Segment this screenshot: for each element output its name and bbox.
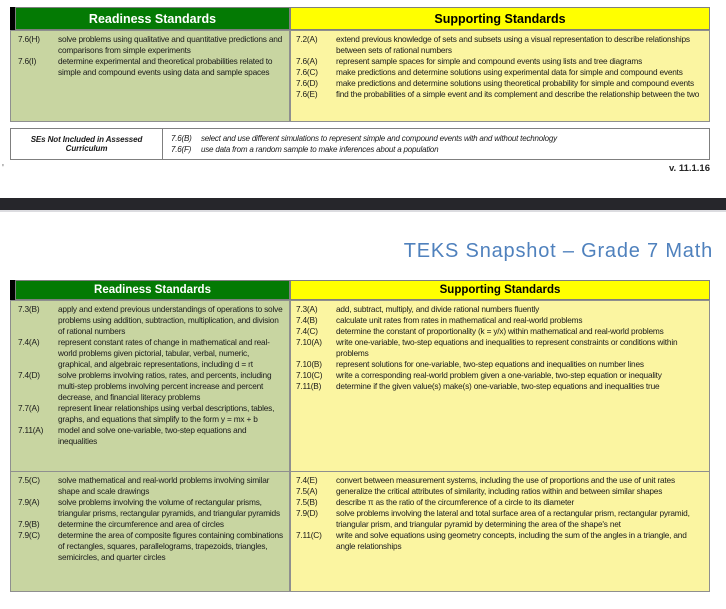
standard-entry xyxy=(296,381,705,392)
readiness-header-label: Readiness Standards xyxy=(94,284,211,296)
standard-code: 7.11(C) xyxy=(296,530,322,540)
bottom-table-row-1 xyxy=(10,300,710,472)
standard-code: 7.6(E) xyxy=(296,89,318,99)
standard-text: find the probabilities of a simple event and its complement and describe the relationship between the two xyxy=(336,89,700,99)
standard-code: 7.11(A) xyxy=(18,425,44,435)
standard-text: represent linear relationships using verbal descriptions, tables, graphs, and equations that simplify to the form y = mx + b xyxy=(58,403,275,424)
standard-entry xyxy=(18,519,285,530)
standard-code: 7.3(A) xyxy=(296,304,318,314)
standard-entry xyxy=(296,359,705,370)
standard-code: 7.4(A) xyxy=(18,337,40,347)
standard-text: use data from a random sample to make inferences about a population xyxy=(201,145,439,154)
standard-code: 7.9(D) xyxy=(296,508,318,518)
standard-text: represent sample spaces for simple and compound events using lists and tree diagrams xyxy=(336,56,643,66)
standard-entry xyxy=(18,403,285,425)
bottom-table-header-row xyxy=(10,280,710,300)
standard-entry xyxy=(296,508,705,530)
standard-text: determine if the given value(s) make(s) one-variable, two-step equations and inequalities true xyxy=(336,381,660,391)
standard-text: write and solve equations using geometry concepts, including the sum of the angles in a triangle, and angle relationships xyxy=(336,530,687,551)
standard-entry xyxy=(171,133,703,144)
standard-code: 7.6(D) xyxy=(296,78,318,88)
standard-code: 7.5(A) xyxy=(296,486,318,496)
standard-code: 7.2(A) xyxy=(296,34,318,44)
standard-text: generalize the critical attributes of similarity, including ratios within and between similar shapes xyxy=(336,486,663,496)
readiness-standards-header xyxy=(15,280,290,300)
standard-entry xyxy=(296,34,705,56)
readiness-standards-header xyxy=(15,7,290,30)
top-table-body-row xyxy=(10,30,710,122)
standard-text: solve problems using qualitative and quantitative predictions and comparisons from simple experiments xyxy=(58,34,283,55)
standard-code: 7.6(B) xyxy=(171,134,192,143)
standard-text: apply and extend previous understandings of operations to solve problems using addition, subtraction, multiplication, and division of rational numbers xyxy=(58,304,283,336)
standard-entry xyxy=(171,144,703,155)
standard-entry xyxy=(296,315,705,326)
readiness-cell xyxy=(10,300,290,472)
standard-entry xyxy=(296,475,705,486)
standard-text: solve problems involving ratios, rates, and percents, including multi-step problems involving percent increase and percent decrease, and financial literacy problems xyxy=(58,370,272,402)
standard-code: 7.9(B) xyxy=(18,519,40,529)
standard-text: solve problems involving the lateral and total surface area of a rectangular prism, rectangular pyramid, triangular prism, and triangular pyramid by determining the area of the shape's net xyxy=(336,508,690,529)
standard-entry xyxy=(296,370,705,381)
standard-code: 7.10(A) xyxy=(296,337,322,347)
standard-code: 7.4(C) xyxy=(296,326,318,336)
standard-entry xyxy=(18,475,285,497)
standard-code: 7.9(A) xyxy=(18,497,40,507)
standard-entry xyxy=(18,530,285,563)
standard-text: solve problems involving the volume of rectangular prisms, triangular prisms, rectangular pyramids, and triangular pyramids xyxy=(58,497,280,518)
excluded-standards-items xyxy=(163,129,709,159)
supporting-cell xyxy=(290,300,710,472)
excluded-standards-label: SEs Not Included in Assessed Curriculum xyxy=(11,129,163,159)
supporting-cell xyxy=(290,471,710,592)
readiness-cell xyxy=(10,30,290,122)
standard-code: 7.3(B) xyxy=(18,304,40,314)
standard-text: determine the constant of proportionality (k = y/x) within mathematical and real-world problems xyxy=(336,326,664,336)
standard-text: represent solutions for one-variable, two-step equations and inequalities on number lines xyxy=(336,359,644,369)
standard-entry xyxy=(296,530,705,552)
standard-code: 7.4(B) xyxy=(296,315,318,325)
standard-text: write a corresponding real-world problem given a one-variable, two-step equation or inequality xyxy=(336,370,662,380)
standard-text: describe π as the ratio of the circumference of a circle to its diameter xyxy=(336,497,575,507)
standard-code: 7.6(I) xyxy=(18,56,37,66)
supporting-header-label: Supporting Standards xyxy=(439,284,561,296)
standard-text: represent constant rates of change in mathematical and real-world problems given pictorial, tabular, verbal, numeric, graphical, and algebraic representations, including d = rt xyxy=(58,337,270,369)
page-stray-mark: ' xyxy=(2,163,4,174)
supporting-standards-header xyxy=(290,280,710,300)
standard-entry xyxy=(18,337,285,370)
standard-text: solve mathematical and real-world problems involving similar shape and scale drawings xyxy=(58,475,270,496)
supporting-header-label: Supporting Standards xyxy=(434,11,566,26)
standard-code: 7.4(D) xyxy=(18,370,40,380)
standard-entry xyxy=(296,56,705,67)
standard-text: calculate unit rates from rates in mathematical and real-world problems xyxy=(336,315,583,325)
standard-text: extend previous knowledge of sets and subsets using a visual representation to describe relationships between sets of rational numbers xyxy=(336,34,690,55)
standard-code: 7.6(C) xyxy=(296,67,318,77)
standard-entry xyxy=(18,304,285,337)
standard-text: select and use different simulations to represent simple and compound events with and without technology xyxy=(201,134,557,143)
standard-text: write one-variable, two-step equations and inequalities to represent constraints or conditions within problems xyxy=(336,337,678,358)
readiness-cell xyxy=(10,471,290,592)
standard-text: determine experimental and theoretical probabilities related to simple and compound events using data and sample spaces xyxy=(58,56,273,77)
page-divider-bar xyxy=(0,198,726,212)
standard-code: 7.6(F) xyxy=(171,145,192,154)
standard-text: convert between measurement systems, including the use of proportions and the use of unit rates xyxy=(336,475,675,485)
standard-entry xyxy=(18,56,285,78)
standard-code: 7.5(B) xyxy=(296,497,318,507)
standard-text: make predictions and determine solutions using experimental data for simple and compound events xyxy=(336,67,683,77)
standard-code: 7.11(B) xyxy=(296,381,322,391)
standard-entry xyxy=(296,486,705,497)
standard-entry xyxy=(18,425,285,447)
supporting-cell xyxy=(290,30,710,122)
standard-code: 7.10(C) xyxy=(296,370,323,380)
standard-entry xyxy=(296,326,705,337)
top-table-header-row xyxy=(10,7,710,30)
standard-entry xyxy=(296,337,705,359)
readiness-header-label: Readiness Standards xyxy=(88,11,217,26)
excluded-standards-row xyxy=(10,128,710,160)
standard-code: 7.6(A) xyxy=(296,56,318,66)
standard-entry xyxy=(18,370,285,403)
standard-code: 7.10(B) xyxy=(296,359,322,369)
standard-entry xyxy=(296,89,705,100)
standard-text: determine the circumference and area of circles xyxy=(58,519,224,529)
supporting-standards-header xyxy=(290,7,710,30)
standard-code: 7.7(A) xyxy=(18,403,40,413)
standard-code: 7.5(C) xyxy=(18,475,40,485)
standard-entry xyxy=(296,497,705,508)
page-title: TEKS Snapshot – Grade 7 Math xyxy=(403,240,713,262)
standard-code: 7.9(C) xyxy=(18,530,40,540)
version-text: v. 11.1.16 xyxy=(668,163,710,174)
bottom-table-row-2 xyxy=(10,471,710,592)
standard-entry xyxy=(296,78,705,89)
standard-entry xyxy=(18,497,285,519)
standard-code: 7.4(E) xyxy=(296,475,318,485)
top-table xyxy=(10,7,710,167)
standard-text: add, subtract, multiply, and divide rational numbers fluently xyxy=(336,304,540,314)
standard-text: determine the area of composite figures containing combinations of rectangles, squares, parallelograms, trapezoids, triangles, semicircles, and quarter circles xyxy=(58,530,283,562)
standard-text: model and solve one-variable, two-step equations and inequalities xyxy=(58,425,247,446)
bottom-table xyxy=(10,280,710,595)
standard-entry xyxy=(296,67,705,78)
standard-text: make predictions and determine solutions using theoretical probability for simple and compound events xyxy=(336,78,694,88)
standard-entry xyxy=(18,34,285,56)
standard-code: 7.6(H) xyxy=(18,34,40,44)
standard-entry xyxy=(296,304,705,315)
